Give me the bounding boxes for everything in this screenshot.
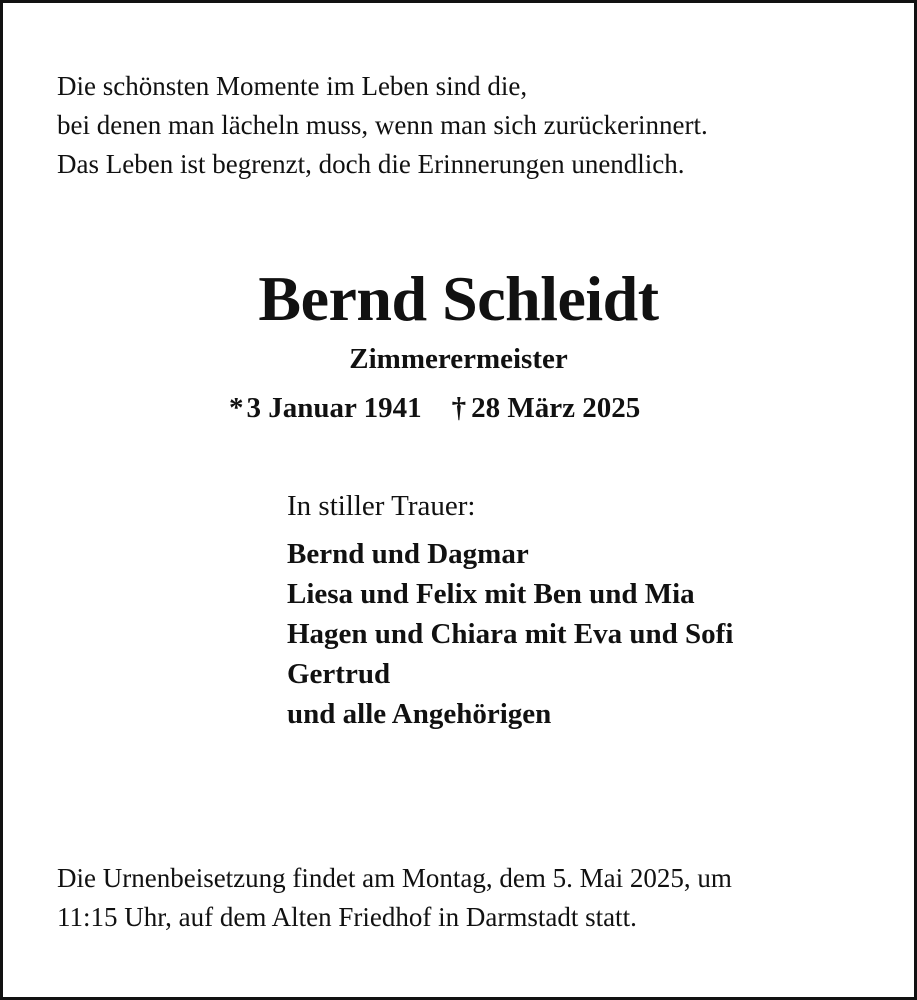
deceased-profession: Zimmerermeister xyxy=(349,343,568,375)
deceased-name: Bernd Schleidt xyxy=(258,263,659,334)
ceremony-line: 11:15 Uhr, auf dem Alten Friedhof in Darmstadt statt. xyxy=(57,902,637,932)
birth-date: 3 Januar 1941 xyxy=(246,392,422,424)
death-symbol: † xyxy=(451,392,467,424)
mourning-intro: In stiller Trauer: xyxy=(287,490,476,522)
quote-line: Das Leben ist begrenzt, doch die Erinnerungen unendlich. xyxy=(57,149,685,179)
mourners-block xyxy=(287,486,733,734)
mourner-name: und alle Angehörigen xyxy=(287,698,552,730)
ceremony-line: Die Urnenbeisetzung findet am Montag, dem 5. Mai 2025, um xyxy=(57,863,732,893)
ceremony-announcement xyxy=(57,859,732,937)
quote-line: Die schönsten Momente im Leben sind die, xyxy=(57,71,528,101)
mourner-name: Gertrud xyxy=(287,658,391,690)
birth-symbol: * xyxy=(229,392,244,424)
death-group xyxy=(452,389,641,427)
mourner-name: Bernd und Dagmar xyxy=(287,538,529,570)
death-date: 28 März 2025 xyxy=(471,392,641,424)
memorial-quote xyxy=(57,67,708,184)
mourner-name: Hagen und Chiara mit Eva und Sofi xyxy=(287,618,734,650)
mourner-name: Liesa und Felix mit Ben und Mia xyxy=(287,578,695,610)
quote-line: bei denen man lächeln muss, wenn man sich zurückerinnert. xyxy=(57,110,708,140)
life-dates xyxy=(229,389,640,427)
